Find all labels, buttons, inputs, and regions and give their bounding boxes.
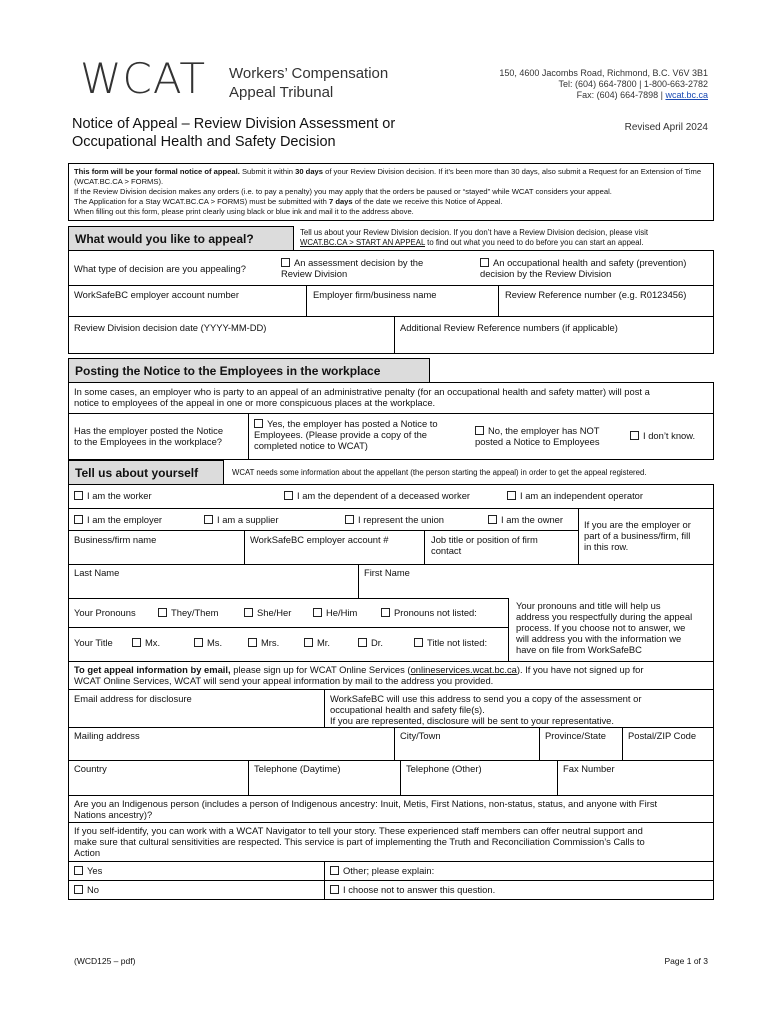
title-ms-option[interactable] [194, 637, 222, 648]
posting-intro-line1: In some cases, an employer who is party to an appeal of an administrative penalty (for an occupational health and safety matter) will post a [74, 386, 650, 397]
assessment-label-line2: Review Division [281, 268, 348, 279]
divider [68, 861, 714, 862]
indigenous-other-checkbox[interactable] [330, 866, 339, 875]
union-option[interactable] [345, 514, 444, 525]
revision-date: Revised April 2024 [624, 122, 708, 133]
indigenous-question [74, 798, 710, 820]
ohs-label-line2: decision by the Review Division [480, 268, 612, 279]
she-checkbox[interactable] [244, 608, 253, 617]
intro-line3bold: 7 days [328, 197, 353, 206]
form-title-line1: Notice of Appeal – Review Division Assessment or [72, 116, 396, 132]
job-title-line2: contact [431, 545, 462, 556]
email-info-text2: ). If you have not signed up for [516, 664, 644, 675]
posting-question-line1: Has the employer posted the Notice [74, 425, 224, 436]
indigenous-other-option[interactable] [330, 865, 434, 876]
pronoun-not-listed-option[interactable] [381, 607, 477, 618]
employer-option[interactable] [74, 514, 162, 525]
operator-label: I am an independent operator [520, 490, 644, 501]
postal-code-field[interactable]: Postal/ZIP Code [628, 730, 697, 741]
posting-question-line2: to the Employees in the workplace? [74, 436, 222, 447]
appeal-note-line1: Tell us about your Review Division decision. If you don’t have a Review Division decision, please visit [300, 228, 648, 237]
dependent-checkbox[interactable] [284, 491, 293, 500]
divider [306, 285, 307, 316]
indigenous-other-label: Other; please explain: [343, 865, 435, 876]
dr-label: Dr. [371, 637, 383, 648]
address-line1: 150, 4600 Jacombs Road, Richmond, B.C. V6V 3B1 [499, 68, 708, 78]
mx-checkbox[interactable] [132, 638, 141, 647]
dependent-option[interactable] [284, 490, 470, 501]
email-field[interactable]: Email address for disclosure [74, 693, 192, 704]
pron-note-line4: will address you with the information we [516, 633, 682, 644]
operator-checkbox[interactable] [507, 491, 516, 500]
email-info-text1: please sign up for WCAT Online Services ( [230, 664, 411, 675]
fax-text: Fax: (604) 664-7898 | [576, 90, 666, 100]
he-label: He/Him [326, 607, 358, 618]
navigator-line1: If you self-identify, you can work with a WCAT Navigator to tell your story. These experienced staff members can offer neutral support and [74, 825, 643, 836]
divider [68, 316, 714, 317]
he-checkbox[interactable] [313, 608, 322, 617]
about-note: WCAT needs some information about the appellant (the person starting the appeal) in order to get the appeal registered. [232, 468, 647, 477]
indigenous-no-label: No [87, 884, 99, 895]
title-not-listed-option[interactable] [414, 637, 487, 648]
indigenous-yes-checkbox[interactable] [74, 866, 83, 875]
divider [68, 822, 714, 823]
posted-unknown-option[interactable] [630, 430, 695, 441]
worker-label: I am the worker [87, 490, 152, 501]
title-dr-option[interactable] [358, 637, 383, 648]
side-note-line2: part of a business/firm, fill [584, 530, 691, 541]
side-note-line3: in this row. [584, 541, 629, 552]
employer-account-field[interactable]: WorkSafeBC employer account number [74, 289, 240, 300]
city-field[interactable]: City/Town [400, 730, 441, 741]
pron-note-line3: process. If you choose not to answer, we [516, 622, 686, 633]
employer-label: I am the employer [87, 514, 163, 525]
indigenous-yes-label: Yes [87, 865, 103, 876]
email-info-line2: WCAT Online Services, WCAT will send your appeal information by mail to the address you provided. [74, 675, 494, 686]
posted-yes-line3: completed notice to WCAT) [254, 440, 368, 451]
contact-address [499, 68, 708, 101]
pronoun-he-option[interactable] [313, 607, 357, 618]
divider [68, 689, 714, 690]
pronoun-not-listed-checkbox[interactable] [381, 608, 390, 617]
fax-number-field[interactable]: Fax Number [563, 763, 615, 774]
worker-option[interactable] [74, 490, 152, 501]
posting-intro-line2: notice to employees of the appeal in one or more conspicuous places at the workplace. [74, 397, 436, 408]
posted-yes-option[interactable] [254, 418, 438, 451]
disclosure-line3: If you are represented, disclosure will be sent to your representative. [330, 715, 615, 726]
disclosure-line1: WorkSafeBC will use this address to send you a copy of the assessment or [330, 693, 642, 704]
posted-unknown-checkbox[interactable] [630, 431, 639, 440]
mrs-label: Mrs. [261, 637, 280, 648]
appeal-note [300, 228, 712, 247]
title-not-listed-label: Title not listed: [427, 637, 488, 648]
divider [394, 316, 395, 354]
divider [68, 285, 714, 286]
assessment-checkbox[interactable] [281, 258, 290, 267]
online-services-link[interactable]: onlineservices.wcat.bc.ca [410, 664, 517, 675]
divider [498, 285, 499, 316]
pronouns-label: Your Pronouns [74, 607, 136, 618]
divider [539, 727, 540, 760]
telephone-daytime-field[interactable]: Telephone (Daytime) [254, 763, 341, 774]
intro-box [68, 163, 714, 221]
about-heading: Tell us about yourself [68, 460, 224, 484]
they-label: They/Them [171, 607, 219, 618]
side-note-line1: If you are the employer or [584, 519, 691, 530]
org-name-line1: Workers’ Compensation [229, 65, 389, 82]
divider [68, 413, 714, 414]
title-mx-option[interactable] [132, 637, 160, 648]
employer-account-number-field[interactable]: WorkSafeBC employer account # [250, 534, 389, 545]
employer-firm-field[interactable]: Employer firm/business name [313, 289, 437, 300]
divider [324, 861, 325, 900]
title-label: Your Title [74, 637, 113, 648]
pronoun-she-option[interactable] [244, 607, 291, 618]
telephone-other-field[interactable]: Telephone (Other) [406, 763, 482, 774]
union-checkbox[interactable] [345, 515, 354, 524]
employer-checkbox[interactable] [74, 515, 83, 524]
title-mr-option[interactable] [304, 637, 330, 648]
form-code: (WCD125 – pdf) [74, 956, 136, 966]
divider [68, 727, 714, 728]
email-info-bold: To get appeal information by email, [74, 664, 231, 675]
assessment-option[interactable] [281, 257, 423, 279]
pronoun-not-listed-label: Pronouns not listed: [394, 607, 477, 618]
disclosure-line2: occupational health and safety file(s). [330, 704, 485, 715]
employer-side-note [584, 519, 691, 552]
last-name-field[interactable]: Last Name [74, 567, 120, 578]
province-field[interactable]: Province/State [545, 730, 606, 741]
appeal-heading: What would you like to appeal? [68, 226, 294, 250]
pronoun-they-option[interactable] [158, 607, 218, 618]
pronoun-note [516, 600, 712, 655]
supplier-option[interactable] [204, 514, 279, 525]
divider [68, 880, 714, 881]
email-info [74, 664, 710, 686]
divider [578, 508, 579, 564]
website-link[interactable]: wcat.bc.ca [665, 90, 708, 100]
appeal-note-line2: to find out what you need to do before you can start an appeal. [425, 237, 644, 247]
indigenous-yes-option[interactable] [74, 865, 102, 876]
indigenous-decline-label: I choose not to answer this question. [343, 884, 496, 895]
decision-type-question: What type of decision are you appealing? [74, 263, 246, 274]
posted-yes-line2: Employees. (Please provide a copy of the [254, 429, 428, 440]
supplier-label: I am a supplier [217, 514, 279, 525]
mx-label: Mx. [145, 637, 161, 648]
posted-yes-checkbox[interactable] [254, 419, 263, 428]
divider [324, 689, 325, 727]
divider [508, 598, 509, 662]
title-not-listed-checkbox[interactable] [414, 638, 423, 647]
page-number: Page 1 of 3 [664, 956, 708, 966]
dependent-label: I am the dependent of a deceased worker [297, 490, 471, 501]
owner-label: I am the owner [501, 514, 564, 525]
review-reference-field[interactable]: Review Reference number (e.g. R0123456) [505, 289, 687, 300]
posting-heading: Posting the Notice to the Employees in the workplace [68, 358, 430, 382]
union-label: I represent the union [358, 514, 444, 525]
divider [68, 508, 714, 509]
posted-unknown-label: I don’t know. [643, 430, 696, 441]
address-line3 [499, 90, 708, 101]
mailing-address-field[interactable]: Mailing address [74, 730, 140, 741]
divider [358, 564, 359, 598]
mrs-checkbox[interactable] [248, 638, 257, 647]
indigenous-line2: Nations ancestry)? [74, 809, 153, 820]
job-title-field[interactable] [431, 534, 538, 556]
form-title-line2: Occupational Health and Safety Decision [72, 134, 336, 150]
posting-intro [74, 386, 710, 408]
additional-references-field[interactable]: Additional Review Reference numbers (if applicable) [400, 322, 618, 333]
posted-no-label: No, the employer has NOT [488, 425, 600, 436]
indigenous-no-checkbox[interactable] [74, 885, 83, 894]
first-name-field[interactable]: First Name [364, 567, 410, 578]
intro-line4: When filling out this form, please print clearly using black or blue ink and mail it to the address above. [74, 207, 414, 216]
divider [557, 760, 558, 795]
intro-bold1: This form will be your formal notice of appeal. [74, 167, 240, 176]
operator-option[interactable] [507, 490, 643, 501]
divider [244, 530, 245, 564]
intro-bold2: 30 days [295, 167, 323, 176]
dr-checkbox[interactable] [358, 638, 367, 647]
indigenous-decline-option[interactable] [330, 884, 495, 895]
owner-checkbox[interactable] [488, 515, 497, 524]
posted-yes-label: Yes, the employer has posted a Notice to [267, 418, 438, 429]
ms-checkbox[interactable] [194, 638, 203, 647]
intro-line2: If the Review Division decision makes any orders (i.e. to pay a penalty) you may apply that the orders be paused or “stayed” while WCAT considers your appeal. [74, 187, 612, 196]
posted-no-option[interactable] [475, 425, 600, 447]
mr-label: Mr. [317, 637, 331, 648]
disclosure-note [330, 693, 712, 726]
divider [248, 413, 249, 460]
worker-checkbox[interactable] [74, 491, 83, 500]
org-name-line2: Appeal Tribunal [229, 84, 334, 101]
posting-question [74, 425, 223, 447]
start-appeal-link[interactable]: WCAT.BC.CA > START AN APPEAL [300, 237, 426, 247]
navigator-info [74, 825, 710, 858]
posted-no-line2: posted a Notice to Employees [475, 436, 600, 447]
pron-note-line2: address you respectfully during the appeal [516, 611, 693, 622]
title-mrs-option[interactable] [248, 637, 279, 648]
divider [68, 598, 508, 599]
navigator-line3: Action [74, 847, 101, 858]
form-title [72, 115, 395, 151]
divider [68, 564, 714, 565]
divider [68, 627, 508, 628]
address-line2: Tel: (604) 664-7800 | 1-800-663-2782 [558, 79, 708, 89]
intro-line3b: of the date we receive this Notice of Appeal. [352, 197, 503, 206]
intro-text1a: Submit it within [239, 167, 296, 176]
assessment-label: An assessment decision by the [294, 257, 424, 268]
divider [424, 530, 425, 564]
divider [400, 760, 401, 795]
supplier-checkbox[interactable] [204, 515, 213, 524]
they-checkbox[interactable] [158, 608, 167, 617]
divider [248, 760, 249, 795]
owner-option[interactable] [488, 514, 563, 525]
ms-label: Ms. [207, 637, 223, 648]
mr-checkbox[interactable] [304, 638, 313, 647]
country-field[interactable]: Country [74, 763, 107, 774]
posted-no-checkbox[interactable] [475, 426, 484, 435]
indigenous-line1: Are you an Indigenous person (includes a person of Indigenous ancestry: Inuit, Metis, First Nations, non-status, status, and anyone with First [74, 798, 658, 809]
org-name [229, 64, 388, 102]
decision-date-field[interactable]: Review Division decision date (YYYY-MM-DD) [74, 322, 267, 333]
she-label: She/Her [257, 607, 292, 618]
divider [394, 727, 395, 760]
indigenous-decline-checkbox[interactable] [330, 885, 339, 894]
ohs-label: An occupational health and safety (prevention) [493, 257, 687, 268]
divider [622, 727, 623, 760]
navigator-line2: make sure that cultural sensitivities are respected. This service is part of implementing the Truth and Reconciliation Commission’s Calls to [74, 836, 645, 847]
divider [68, 760, 714, 761]
divider [68, 795, 714, 796]
pron-note-line1: Your pronouns and title will help us [516, 600, 661, 611]
indigenous-no-option[interactable] [74, 884, 99, 895]
business-name-field[interactable]: Business/firm name [74, 534, 157, 545]
wcat-logo: WCAT [80, 54, 206, 103]
ohs-option[interactable] [480, 257, 686, 279]
intro-text1b: of your Review Division decision. If it’s been more than 30 days, also submit a Request for an Extension of Time (WCAT.BC.CA > FORMS). [74, 167, 702, 186]
job-title-line1: Job title or position of firm [431, 534, 538, 545]
divider [68, 530, 578, 531]
intro-line3a: The Application for a Stay WCAT.BC.CA > FORMS) must be submitted with [74, 197, 329, 206]
ohs-checkbox[interactable] [480, 258, 489, 267]
pron-note-line5: have on file from WorkSafeBC [516, 644, 642, 655]
